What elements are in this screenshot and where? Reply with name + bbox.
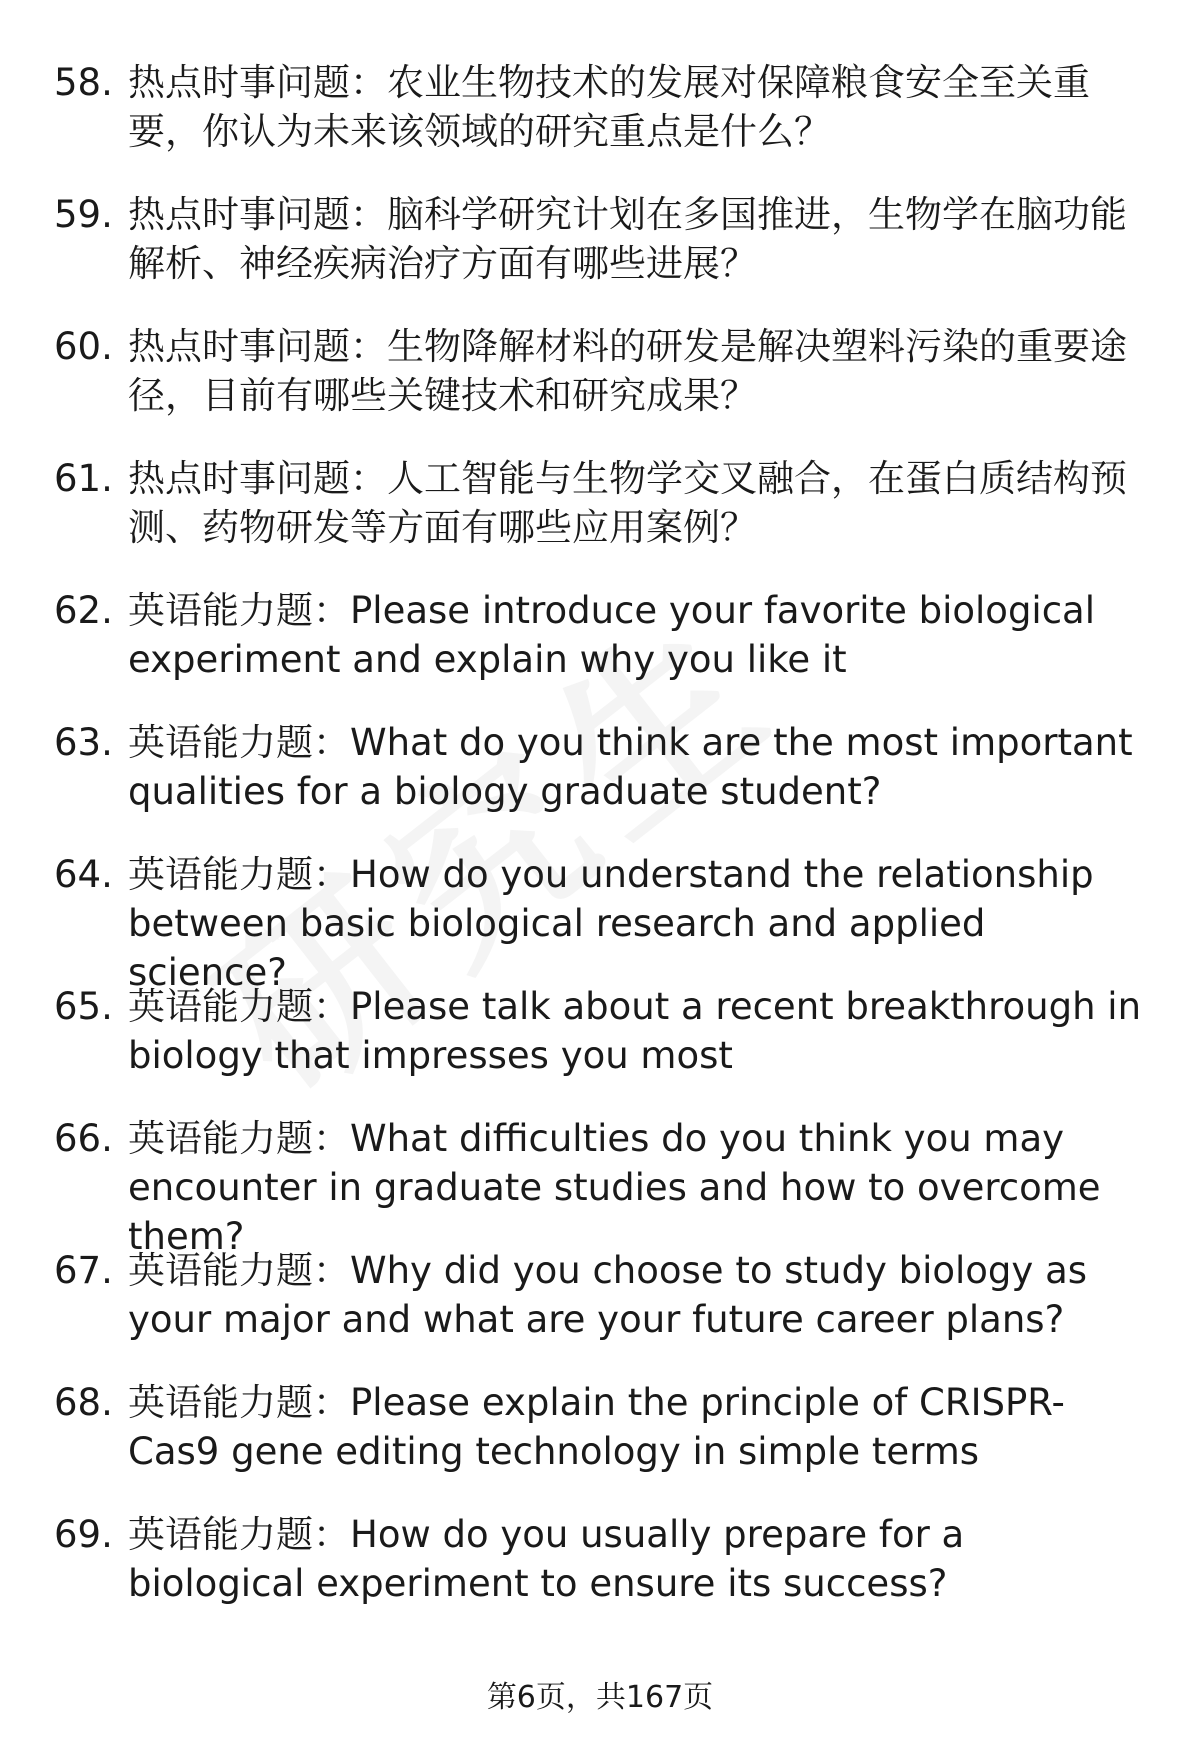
question-number: 66. [54,1117,113,1160]
question-number: 60. [54,325,113,368]
question-text: 英语能力题：What difficulties do you think you may encounter in graduate studies and how to overcome them? [128,1117,1101,1258]
question-number: 65. [54,985,113,1028]
question-text: 热点时事问题：农业生物技术的发展对保障粮食安全至关重要，你认为未来该领域的研究重点是什么？ [128,61,1090,153]
question-text: 热点时事问题：脑科学研究计划在多国推进，生物学在脑功能解析、神经疾病治疗方面有哪些进展？ [128,193,1127,285]
question-list [54,58,1154,1642]
question-number: 63. [54,721,113,764]
question-item [54,1378,1154,1510]
question-text: 英语能力题：Please talk about a recent breakthrough in biology that impresses you most [128,985,1142,1077]
question-number: 58. [54,61,113,104]
question-item [54,982,1154,1114]
question-item [54,1114,1154,1258]
question-number: 62. [54,589,113,632]
question-item [54,58,1154,190]
question-number: 64. [54,853,113,896]
question-text: 英语能力题：How do you understand the relationship between basic biological research and applied science? [128,853,1094,994]
question-item [54,322,1154,454]
page-indicator: 第6页，共167页 [486,1680,714,1715]
question-text: 热点时事问题：生物降解材料的研发是解决塑料污染的重要途径，目前有哪些关键技术和研究成果？ [128,325,1127,417]
question-text: 热点时事问题：人工智能与生物学交叉融合，在蛋白质结构预测、药物研发等方面有哪些应用案例？ [128,457,1127,549]
question-item [54,1246,1154,1378]
question-text: 英语能力题：How do you usually prepare for a biological experiment to ensure its success? [128,1513,965,1605]
question-number: 67. [54,1249,113,1292]
question-item [54,718,1154,850]
question-item [54,850,1154,994]
question-text: 英语能力题：What do you think are the most important qualities for a biology graduate student? [128,721,1133,813]
question-item [54,1510,1154,1642]
question-number: 68. [54,1381,113,1424]
question-item [54,454,1154,586]
question-number: 59. [54,193,113,236]
question-item [54,190,1154,322]
question-number: 69. [54,1513,113,1556]
question-text: 英语能力题：Why did you choose to study biology as your major and what are your future career plans? [128,1249,1088,1341]
question-text: 英语能力题：Please explain the principle of CRISPR-Cas9 gene editing technology in simple terms [128,1381,1065,1473]
question-number: 61. [54,457,113,500]
question-item [54,586,1154,718]
question-text: 英语能力题：Please introduce your favorite biological experiment and explain why you like it [128,589,1096,681]
